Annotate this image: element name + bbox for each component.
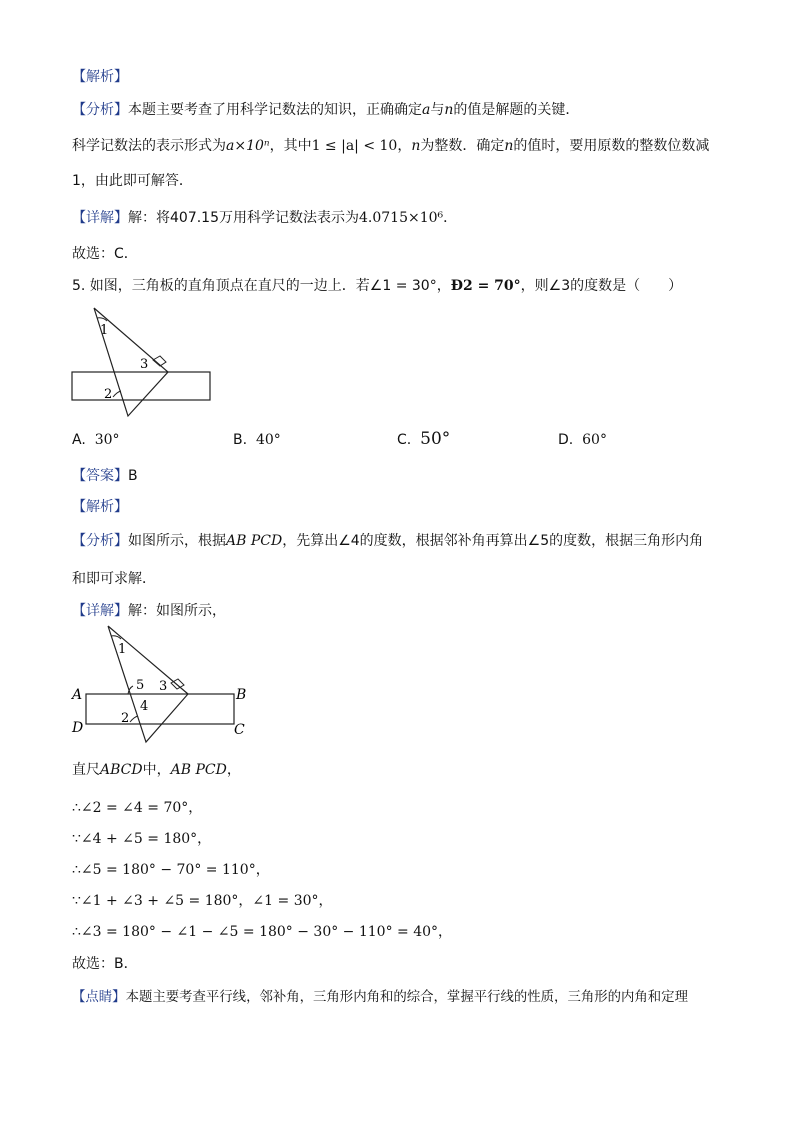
text: 与	[430, 102, 445, 118]
option-value: 50°	[420, 429, 451, 449]
text: 如图所示，根据	[128, 533, 226, 549]
parallel-expr: AB PCD	[170, 762, 227, 778]
label-3: 3	[140, 357, 149, 372]
label-1: 1	[100, 323, 109, 338]
prev-detail-line	[72, 207, 457, 227]
option-value: 60°	[582, 432, 607, 448]
option-value: 30°	[94, 432, 120, 448]
label-C: C	[234, 722, 245, 738]
option-letter: A.	[72, 432, 86, 448]
label-D: D	[72, 720, 84, 736]
xiangjie-tag: 【详解】	[72, 210, 128, 226]
range: 1 ≤ |a| < 10	[311, 138, 398, 154]
label-2: 2	[104, 387, 113, 402]
var-a: a	[422, 102, 431, 118]
label-2: 2	[121, 711, 130, 726]
angle2-arc	[113, 391, 121, 397]
text: 科学记数法的表示形式为	[72, 138, 226, 154]
option-a[interactable]	[72, 432, 120, 448]
text: 解：如图所示，	[128, 603, 226, 619]
prev-answer: 故选：C．	[72, 246, 138, 262]
step-2: ∵∠4 + ∠5 = 180°，	[72, 831, 212, 847]
label-A: A	[72, 687, 83, 703]
label-1: 1	[118, 642, 127, 657]
q5-stem	[72, 275, 682, 295]
fenxi-tag: 【分析】	[72, 533, 128, 549]
label-B: B	[236, 687, 247, 703]
option-letter: B.	[233, 432, 248, 448]
angle2-value: Ð2 = 70°	[450, 278, 521, 294]
prev-line3: 1，由此即可解答．	[72, 173, 193, 189]
text: ，	[226, 762, 241, 778]
figure-triangle-ruler	[66, 302, 216, 422]
answer-value: B	[128, 468, 138, 484]
angle2-arc	[130, 716, 138, 722]
step-5: ∴∠3 = 180° − ∠1 − ∠5 = 180° − 30° − 110° = 40°，	[72, 924, 453, 940]
text: 解：将407.15万用科学记数法表示为	[128, 210, 359, 226]
var-n: n	[411, 138, 421, 154]
option-letter: C.	[397, 432, 412, 448]
parallel-expr: AB PCD	[226, 533, 283, 549]
figure-labeled	[66, 622, 256, 746]
step-3: ∴∠5 = 180° − 70° = 110°，	[72, 862, 270, 878]
text: 的值是解题的关键．	[453, 102, 580, 118]
text: 为整数．确定	[420, 138, 505, 154]
option-c[interactable]	[397, 429, 450, 449]
q5-detail-line	[72, 600, 226, 620]
xiangjie-tag: 【详解】	[72, 603, 128, 619]
text: 本题主要考查了用科学记数法的知识，正确确定	[128, 102, 422, 118]
q5-jiexi-heading: 【解析】	[72, 499, 128, 515]
text: 的值时，要用原数的整数位数减	[513, 138, 710, 154]
var-n: n	[444, 102, 454, 118]
fenxi-tag: 【分析】	[72, 102, 128, 118]
q5-fenxi-line1	[72, 530, 703, 550]
option-letter: D.	[558, 432, 574, 448]
analysis-heading: 【解析】	[72, 69, 128, 85]
text: 5. 如图，三角板的直角顶点在直尺的一边上．若∠1 = 30°，	[72, 278, 451, 294]
text: ，先算出∠4的度数，根据邻补角再算出∠5的度数，根据三角形内角	[282, 533, 704, 549]
label-3: 3	[159, 679, 168, 694]
ruler	[86, 694, 234, 724]
option-d[interactable]	[558, 432, 607, 448]
prev-formula-line	[72, 135, 709, 155]
option-b[interactable]	[233, 432, 281, 448]
q5-ruler-line	[72, 759, 241, 779]
daan-tag: 【答案】	[72, 468, 128, 484]
text: 本题主要考查平行线，邻补角，三角形内角和的综合，掌握平行线的性质，三角形的内角和定理	[125, 990, 688, 1005]
step-4: ∵∠1 + ∠3 + ∠5 = 180°，∠1 = 30°，	[72, 893, 333, 909]
prev-analysis-line	[72, 99, 579, 119]
text: ，则∠3的度数是（ ）	[520, 278, 683, 294]
label-4: 4	[140, 699, 149, 714]
label-5: 5	[136, 678, 145, 693]
step-1: ∴∠2 = ∠4 = 70°，	[72, 800, 203, 816]
ruler	[72, 372, 210, 400]
sci-number: 4.0715×10⁶	[359, 210, 444, 226]
q5-fenxi-line2: 和即可求解．	[72, 571, 156, 587]
var-n: n	[504, 138, 514, 154]
q5-dianjing	[72, 986, 688, 1005]
text: ，	[397, 138, 412, 154]
text: ．	[443, 210, 458, 226]
option-value: 40°	[255, 432, 281, 448]
formula: a×10ⁿ	[226, 138, 270, 154]
ruler-name: ABCD	[100, 762, 143, 778]
q5-answer	[72, 465, 138, 485]
dianjing-tag: 【点睛】	[72, 990, 126, 1005]
text: 中，	[142, 762, 171, 778]
text: ，其中	[269, 138, 312, 154]
q5-choose: 故选：B．	[72, 956, 138, 972]
text: 直尺	[72, 762, 100, 778]
